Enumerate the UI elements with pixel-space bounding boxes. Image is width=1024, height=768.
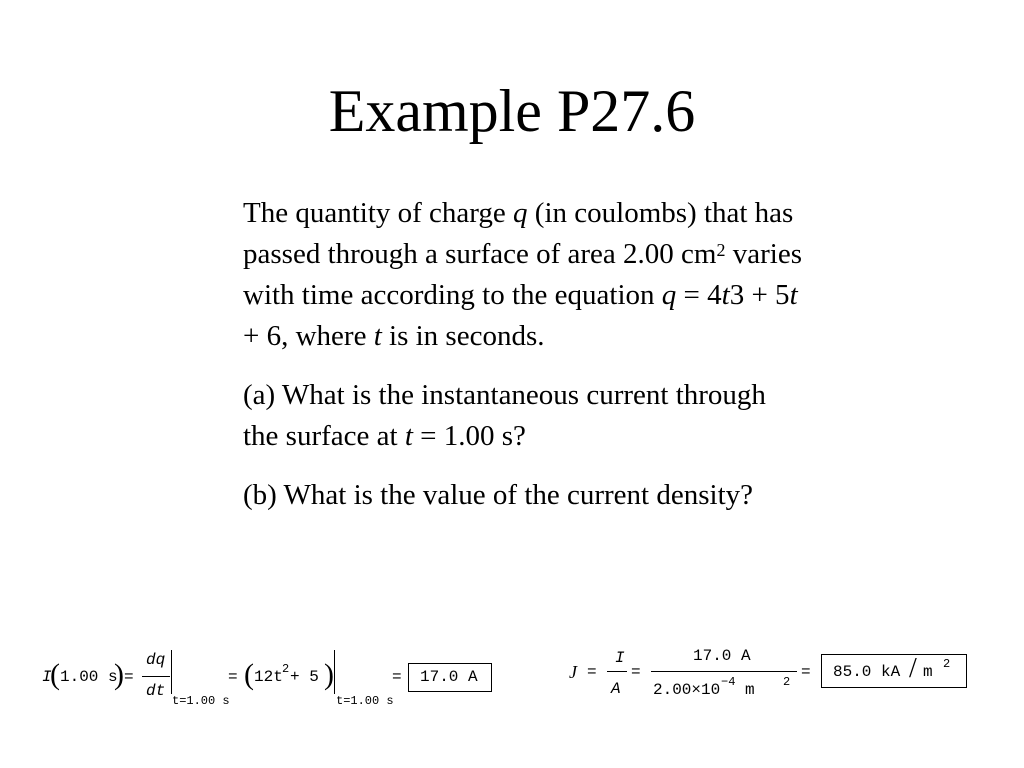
derivative-denominator: dt [146, 682, 166, 700]
polynomial-constant: + 5 [290, 668, 319, 686]
current-equation [42, 648, 502, 708]
current-density-equation [565, 644, 975, 704]
area-unit-exponent: 2 [783, 675, 791, 689]
fraction-denominator: A [611, 680, 621, 698]
question-b: (b) What is the value of the current density? [243, 479, 754, 511]
fraction-numerator: I [615, 649, 625, 667]
equals-sign: = [392, 668, 402, 686]
time-argument: 1.00 s [60, 668, 118, 686]
fraction-bar [607, 671, 627, 672]
area-unit: m [745, 681, 755, 699]
evaluation-subscript: t=1.00 s [336, 694, 394, 708]
current-density-symbol: J [569, 662, 577, 682]
area-value: 2.00×10 [653, 681, 721, 699]
paren-open: ( [244, 658, 254, 691]
answer-unit-exponent: 2 [943, 657, 951, 671]
polynomial-term: 12t [254, 668, 283, 686]
area-exponent: −4 [721, 675, 736, 689]
evaluation-bar [334, 650, 335, 694]
equals-sign: = [228, 668, 238, 686]
problem-statement: The quantity of charge q (in coulombs) that has passed through a surface of area 2.00 $cm^2$ varies with time according to the equation q = 4t3 + 5t + 6, where t is in seconds. [243, 197, 802, 352]
numerator-value: 17.0 A [693, 647, 751, 665]
paren-close: ) [324, 658, 334, 691]
equals-sign: = [587, 663, 597, 681]
equals-sign: = [124, 668, 134, 686]
fraction-bar [142, 676, 170, 677]
paren-close: ) [114, 658, 124, 691]
answer-unit: m [923, 663, 933, 681]
fraction-bar [651, 671, 797, 672]
current-symbol: I [42, 668, 52, 686]
evaluation-subscript: t=1.00 s [172, 694, 230, 708]
exponent: 2 [282, 662, 290, 676]
problem-text [243, 193, 808, 534]
answer-current: 17.0 A [420, 668, 478, 686]
evaluation-bar [171, 650, 172, 694]
equals-sign: = [631, 663, 641, 681]
derivative-numerator: dq [146, 651, 166, 669]
equals-sign: = [801, 663, 811, 681]
slide-title: Example P27.6 [328, 78, 696, 144]
slash: / [909, 653, 917, 684]
answer-value: 85.0 kA [833, 663, 901, 681]
paren-open: ( [50, 658, 60, 691]
question-a: (a) What is the instantaneous current through the surface at t = 1.00 s? [243, 379, 766, 452]
